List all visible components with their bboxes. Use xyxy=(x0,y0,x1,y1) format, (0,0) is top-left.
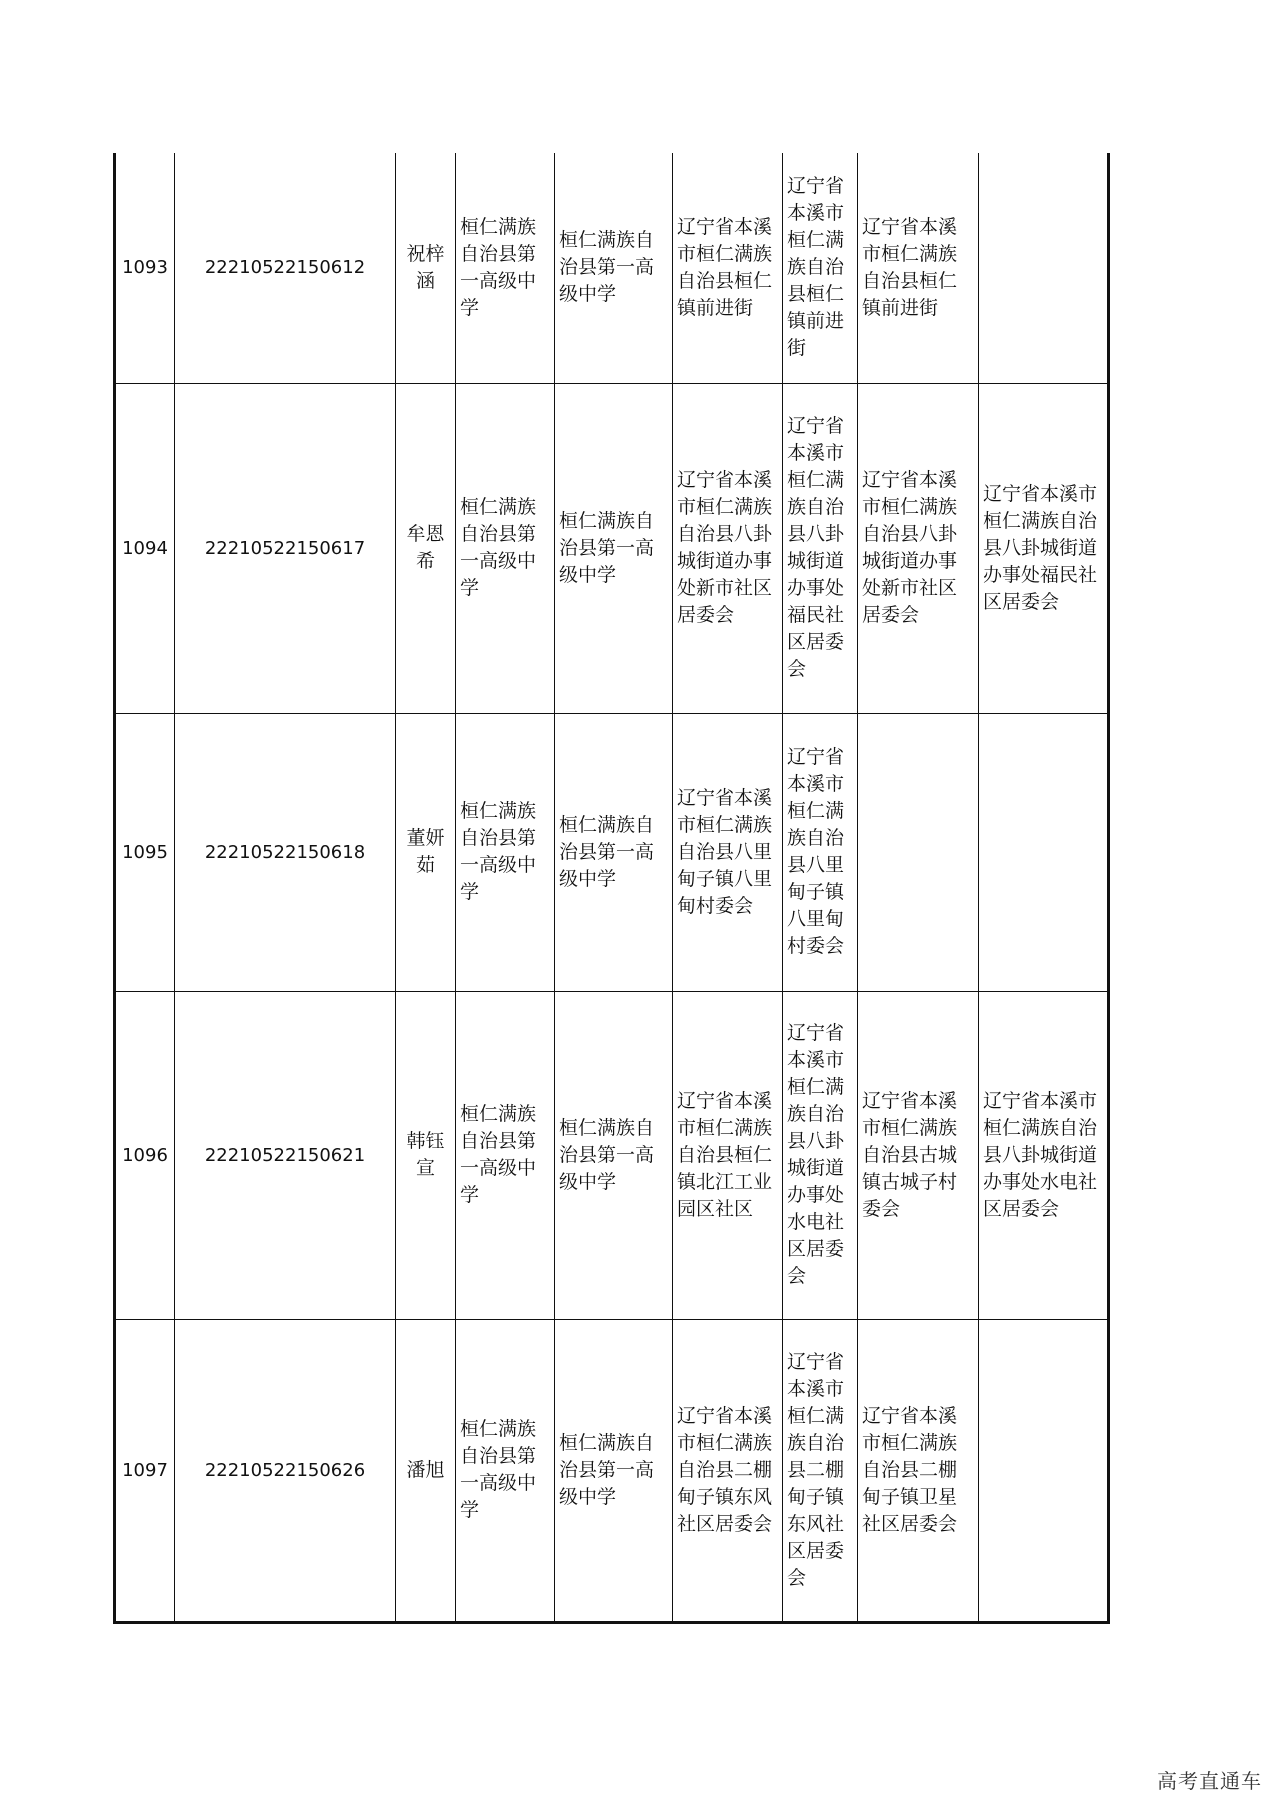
address-cell-2: 辽宁省本溪市桓仁满族自治县八卦城街道办事处福民社区居委会 xyxy=(783,383,858,713)
table-row xyxy=(115,153,1109,383)
student-name: 牟恩希 xyxy=(396,383,456,713)
student-name: 潘旭 xyxy=(396,1319,456,1622)
address-cell-1: 辽宁省本溪市桓仁满族自治县桓仁镇前进街 xyxy=(673,153,783,383)
school-cell-2: 桓仁满族自治县第一高级中学 xyxy=(555,383,673,713)
address-cell-1: 辽宁省本溪市桓仁满族自治县桓仁镇北江工业园区社区 xyxy=(673,991,783,1319)
row-number: 1094 xyxy=(115,383,175,713)
school-cell: 桓仁满族自治县第一高级中学 xyxy=(456,991,555,1319)
address-cell-4: 辽宁省本溪市桓仁满族自治县八卦城街道办事处水电社区居委会 xyxy=(979,991,1109,1319)
address-cell-2: 辽宁省本溪市桓仁满族自治县二棚甸子镇东风社区居委会 xyxy=(783,1319,858,1622)
row-number: 1093 xyxy=(115,153,175,383)
row-number: 1095 xyxy=(115,713,175,991)
table-row xyxy=(115,383,1109,713)
school-cell-2: 桓仁满族自治县第一高级中学 xyxy=(555,713,673,991)
school-cell-2: 桓仁满族自治县第一高级中学 xyxy=(555,991,673,1319)
school-cell: 桓仁满族自治县第一高级中学 xyxy=(456,1319,555,1622)
address-cell-4: 辽宁省本溪市桓仁满族自治县八卦城街道办事处福民社区居委会 xyxy=(979,383,1109,713)
address-cell-3: 辽宁省本溪市桓仁满族自治县古城镇古城子村委会 xyxy=(858,991,979,1319)
student-name: 韩钰宣 xyxy=(396,991,456,1319)
student-id: 22210522150612 xyxy=(175,153,396,383)
watermark: 高考直通车 xyxy=(1157,1769,1262,1793)
student-id: 22210522150621 xyxy=(175,991,396,1319)
address-cell-4 xyxy=(979,153,1109,383)
address-cell-2: 辽宁省本溪市桓仁满族自治县八里甸子镇八里甸村委会 xyxy=(783,713,858,991)
school-cell: 桓仁满族自治县第一高级中学 xyxy=(456,383,555,713)
student-id: 22210522150617 xyxy=(175,383,396,713)
school-cell: 桓仁满族自治县第一高级中学 xyxy=(456,713,555,991)
address-cell-3 xyxy=(858,713,979,991)
address-cell-3: 辽宁省本溪市桓仁满族自治县桓仁镇前进街 xyxy=(858,153,979,383)
address-cell-4 xyxy=(979,713,1109,991)
address-cell-3: 辽宁省本溪市桓仁满族自治县二棚甸子镇卫星社区居委会 xyxy=(858,1319,979,1622)
student-id: 22210522150626 xyxy=(175,1319,396,1622)
row-number: 1097 xyxy=(115,1319,175,1622)
address-cell-2: 辽宁省本溪市桓仁满族自治县桓仁镇前进街 xyxy=(783,153,858,383)
table-row xyxy=(115,991,1109,1319)
student-table xyxy=(113,153,1110,1624)
address-cell-4 xyxy=(979,1319,1109,1622)
student-name: 董妍茹 xyxy=(396,713,456,991)
address-cell-2: 辽宁省本溪市桓仁满族自治县八卦城街道办事处水电社区居委会 xyxy=(783,991,858,1319)
address-cell-1: 辽宁省本溪市桓仁满族自治县二棚甸子镇东风社区居委会 xyxy=(673,1319,783,1622)
table-row xyxy=(115,1319,1109,1622)
student-id: 22210522150618 xyxy=(175,713,396,991)
school-cell-2: 桓仁满族自治县第一高级中学 xyxy=(555,1319,673,1622)
school-cell-2: 桓仁满族自治县第一高级中学 xyxy=(555,153,673,383)
table-row xyxy=(115,713,1109,991)
student-name: 祝梓涵 xyxy=(396,153,456,383)
address-cell-3: 辽宁省本溪市桓仁满族自治县八卦城街道办事处新市社区居委会 xyxy=(858,383,979,713)
row-number: 1096 xyxy=(115,991,175,1319)
school-cell: 桓仁满族自治县第一高级中学 xyxy=(456,153,555,383)
address-cell-1: 辽宁省本溪市桓仁满族自治县八里甸子镇八里甸村委会 xyxy=(673,713,783,991)
address-cell-1: 辽宁省本溪市桓仁满族自治县八卦城街道办事处新市社区居委会 xyxy=(673,383,783,713)
